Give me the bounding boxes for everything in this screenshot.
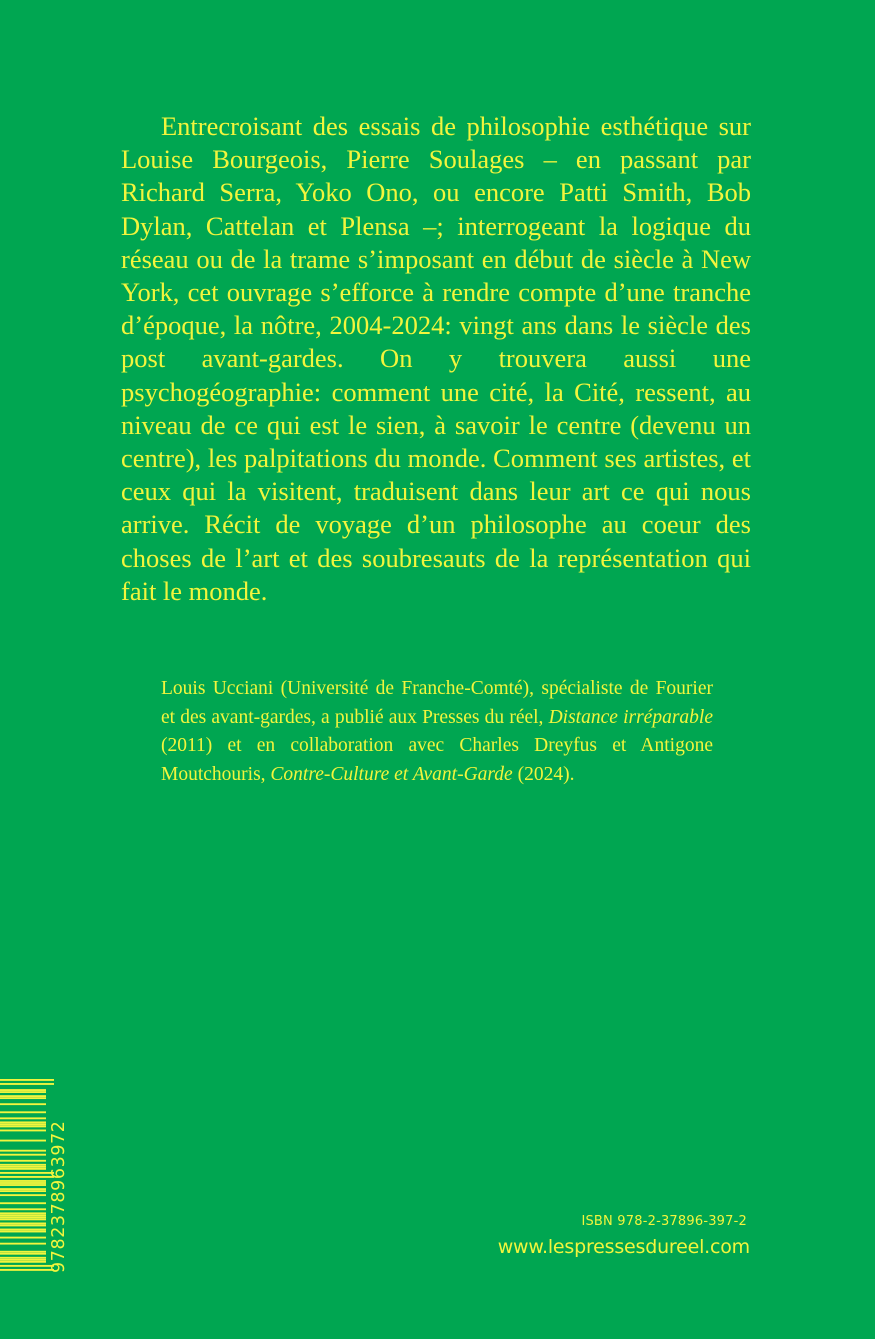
barcode-bar: [0, 1261, 46, 1263]
barcode-bar: [0, 1083, 54, 1085]
barcode-bar: [0, 1089, 46, 1091]
barcode-bar: [0, 1253, 46, 1255]
barcode-bar: [0, 1229, 46, 1231]
isbn-number: ISBN 978-2-37896-397-2: [581, 1214, 747, 1229]
barcode-bar: [0, 1259, 46, 1261]
barcode-bar: [0, 1176, 54, 1178]
barcode-bar: [0, 1222, 46, 1224]
author-bio: [161, 675, 713, 789]
barcode-bar: [0, 1184, 46, 1186]
barcode-bar: [0, 1079, 54, 1081]
barcode-bar: [0, 1251, 46, 1253]
barcode-bar: [0, 1130, 46, 1132]
barcode-bar: [0, 1190, 46, 1192]
barcode-bar: [0, 1160, 46, 1162]
barcode-bar: [0, 1172, 54, 1174]
barcode-bar: [0, 1188, 46, 1190]
bio-text-3: (2024).: [512, 763, 575, 785]
barcode-bar: [0, 1154, 46, 1156]
barcode-bar: [0, 1208, 46, 1210]
barcode-bar: [0, 1121, 46, 1123]
barcode-bar: [0, 1212, 46, 1214]
barcode-bar: [0, 1269, 54, 1271]
barcode-bar: [0, 1257, 46, 1259]
barcode-bar: [0, 1243, 46, 1245]
barcode-bar: [0, 1103, 46, 1105]
barcode-bar: [0, 1095, 46, 1097]
barcode-bar: [0, 1214, 46, 1216]
barcode-bar: [0, 1168, 46, 1170]
barcode-bar: [0, 1166, 46, 1168]
barcode-bar: [0, 1218, 46, 1220]
barcode-bar: [0, 1180, 46, 1182]
barcode-bar: [0, 1182, 46, 1184]
barcode-bar: [0, 1123, 46, 1125]
barcode-bar: [0, 1164, 46, 1166]
barcode-bar: [0, 1140, 46, 1142]
isbn-barcode: [0, 1077, 70, 1277]
barcode-digits: 9782378963972: [49, 1120, 69, 1273]
book-title-contre-culture: Contre-Culture et Avant-Garde: [270, 763, 513, 785]
barcode-bar: [0, 1091, 46, 1093]
barcode-graphic: [0, 1077, 70, 1277]
barcode-bar: [0, 1265, 54, 1267]
back-cover-blurb: Entrecroisant des essais de philosophie esthétique sur Louise Bourgeois, Pierre Soulages – en passant par Richard Serra, Yoko Ono, ou encore Patti Smith, Bob Dylan, Cattelan et Plensa –; interrogeant la logique du réseau ou de la trame s’imposant en début de siècle à New York, cet ouvrage s’efforce à rendre compte d’une tranche d’époque, la nôtre, 2004-2024: vingt ans dans le siècle des post avant-gardes. On y trouvera aussi une psychogéographie: comment une cité, la Cité, ressent, au niveau de ce qui est le sien, à savoir le centre (devenu un centre), les palpitations du monde. Comment ses artistes, et ceux qui la visitent, traduisent dans leur art ce qui nous arrive. Récit de voyage d’un philosophe au coeur des choses de l’art et des soubresauts de la représentation qui fait le monde.: [121, 111, 751, 606]
barcode-bar: [0, 1150, 46, 1152]
barcode-bar: [0, 1111, 46, 1113]
barcode-bar: [0, 1194, 46, 1196]
bio-text-1: Louis Ucciani (Université de Franche-Comté), spécialiste de Fourier et des avant-gardes, a publié aux Presses du réel,: [161, 678, 713, 728]
barcode-bar: [0, 1216, 46, 1218]
barcode-bar: [0, 1237, 46, 1239]
barcode-bar: [0, 1097, 46, 1099]
barcode-bar: [0, 1117, 46, 1119]
bio-text-2: (2011) et en collaboration avec Charles Dreyfus et Antigone Moutchouris,: [161, 735, 713, 785]
barcode-bar: [0, 1202, 46, 1204]
book-title-distance-irreparable: Distance irréparable: [548, 706, 713, 728]
barcode-bar: [0, 1225, 46, 1227]
publisher-website[interactable]: www.lespressesdureel.com: [497, 1236, 750, 1258]
barcode-bar: [0, 1231, 46, 1233]
barcode-bar: [0, 1125, 46, 1127]
